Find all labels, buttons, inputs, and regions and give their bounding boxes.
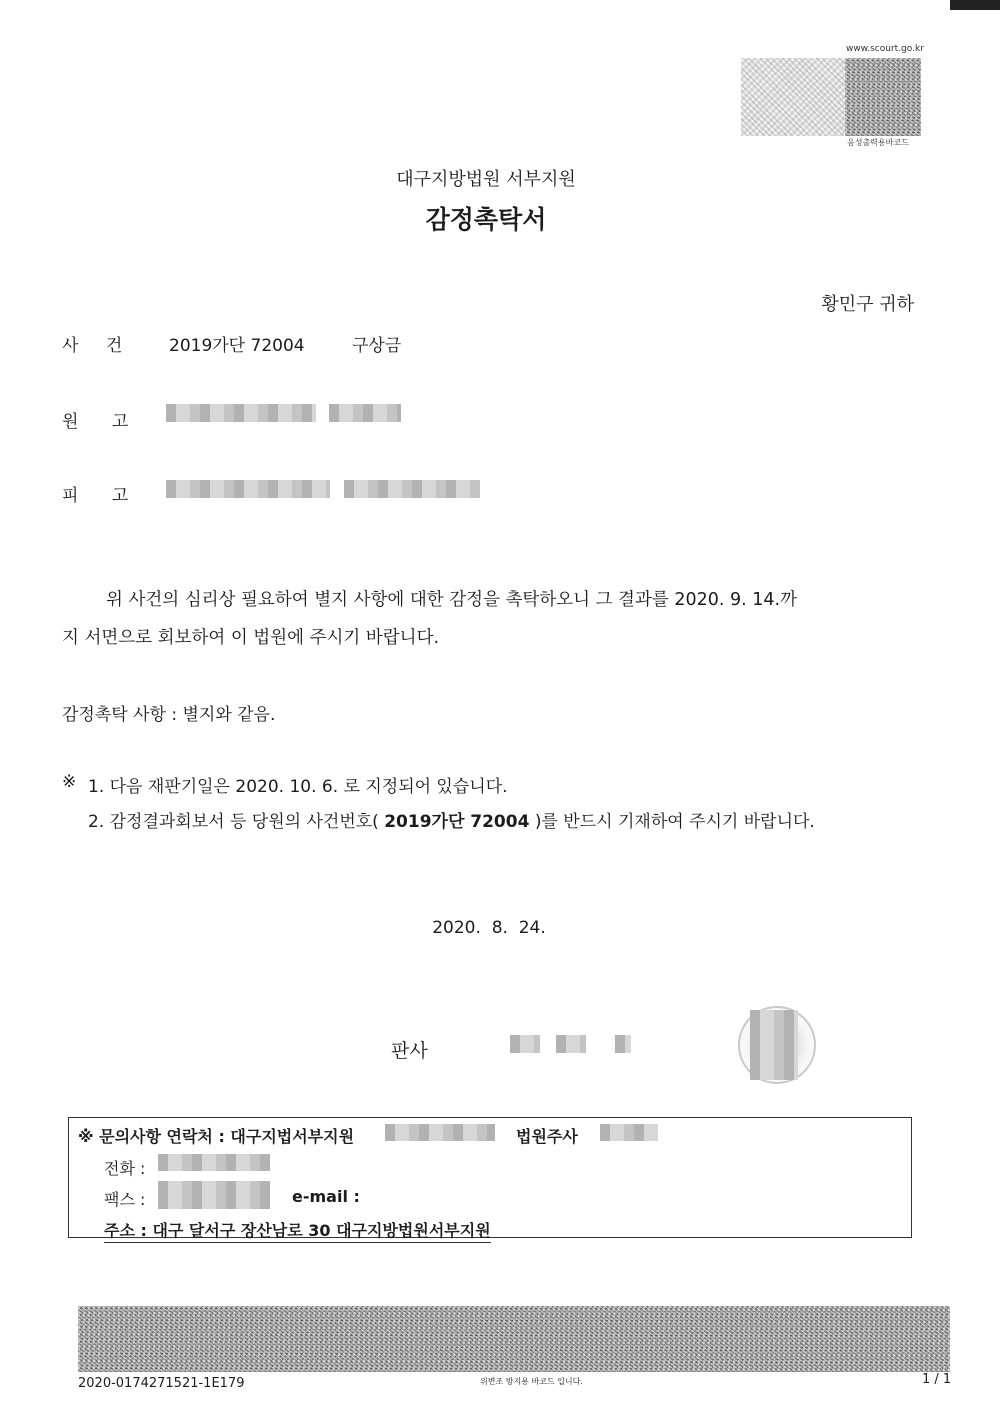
note-2 [88,807,815,832]
judge-label: 판사 [391,1040,428,1062]
plaintiff-label: 원 고 [62,412,129,432]
fax-redacted [158,1181,270,1209]
anti-forgery-barcode [78,1306,950,1372]
scan-corner-mark [950,0,1000,10]
phone-redacted [158,1154,270,1171]
case-number: 2019가단 72004 [169,336,305,356]
plaintiff-redacted-2 [329,404,401,422]
note-2-case: 2019가단 72004 [384,812,530,832]
case-type: 구상금 [352,336,402,356]
issue-date: 2020. 8. 24. [432,918,546,938]
addressee: 황민구 귀하 [821,294,914,315]
barcode-url: www.scourt.go.kr [846,44,924,54]
voice-barcode [845,58,921,136]
fax-label: 팩스 : [104,1190,146,1209]
defendant-redacted-2 [344,480,480,498]
note-mark: ※ [62,772,77,792]
contact-dept-redacted [385,1124,495,1141]
contact-header: ※ 문의사항 연락처 : 대구지법서부지원 [78,1127,355,1146]
note-2-pre: 2. 감정결과회보서 등 당원의 사건번호( [88,812,379,832]
clerk-name-redacted [600,1124,658,1141]
barcode-caption: 음성출력용바코드 [847,138,909,147]
note-1: 1. 다음 재판기일은 2020. 10. 6. 로 지정되어 있습니다. [88,777,508,797]
doc-id: 2020-0174271521-1E179 [78,1376,245,1391]
page-number: 1 / 1 [922,1372,952,1387]
judge-name-redacted-1 [510,1035,540,1053]
contact-address: 주소 : 대구 달서구 장산남로 30 대구지방법원서부지원 [104,1218,491,1243]
matters-line: 감정촉탁 사항 : 별지와 같음. [62,705,276,725]
defendant-redacted [166,480,330,498]
judge-seal-redacted [750,1010,798,1080]
case-label: 사 건 [62,336,123,356]
doc-title: 감정촉탁서 [425,205,547,234]
phone-label: 전화 : [104,1159,146,1178]
note-2-post: )를 반드시 기재하여 주시기 바랍니다. [534,812,815,832]
clerk-label: 법원주사 [516,1127,578,1146]
court-name: 대구지방법원 서부지원 [396,169,576,190]
defendant-label: 피 고 [62,486,129,506]
barcode-note: 위변조 방지용 바코드 입니다. [480,1377,583,1386]
plaintiff-redacted [166,404,316,422]
email-label: e-mail : [292,1187,360,1206]
body-line-1: 위 사건의 심리상 필요하여 별지 사항에 대한 감정을 촉탁하오니 그 결과를 2020. 9. 14.까 [106,590,797,610]
judge-name-redacted-3 [615,1035,631,1053]
voice-barcode-light [741,58,845,136]
judge-name-redacted-2 [556,1035,586,1053]
body-line-2: 지 서면으로 회보하여 이 법원에 주시기 바랍니다. [62,628,440,648]
